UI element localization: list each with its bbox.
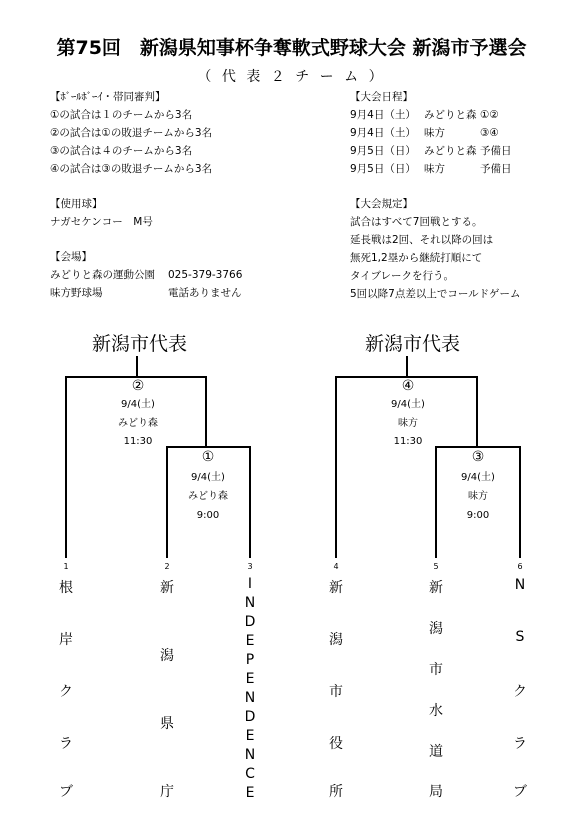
match-date: 9/4(土)	[121, 399, 155, 410]
schedule-place: 味方	[424, 127, 445, 139]
ballboy-line: ①の試合は１のチームから3名	[50, 109, 193, 121]
match-number: ②	[118, 378, 158, 394]
team-name-char: 役	[329, 736, 343, 752]
match-number: ①	[188, 449, 228, 465]
team-name-char: I	[247, 576, 253, 592]
match-time: 9:00	[466, 510, 490, 521]
team-name-char: 岸	[59, 632, 73, 648]
ball-heading: 【使用球】	[50, 198, 103, 210]
rules-line: 試合はすべて7回戦とする。	[350, 216, 483, 228]
match-date: 9/4(土)	[391, 399, 425, 410]
schedule-heading: 【大会日程】	[350, 91, 413, 103]
schedule-match: 予備日	[480, 145, 512, 157]
match-date: 9/4(土)	[461, 472, 495, 483]
ballboy-line: ②の試合は①の敗退チームから3名	[50, 127, 213, 139]
seed-number: 5	[433, 562, 439, 571]
schedule-place: みどりと森	[424, 145, 477, 157]
team-name-char: 潟	[329, 632, 343, 648]
match-time: 11:30	[123, 436, 153, 447]
team-name-char: 新	[429, 580, 443, 596]
schedule-match: ③④	[480, 127, 499, 139]
team-name-char: ラ	[513, 736, 527, 752]
schedule-place: みどりと森	[424, 109, 477, 121]
team-name-char: N	[244, 595, 256, 611]
bracket-line	[406, 356, 408, 377]
team-name-char: ブ	[513, 784, 527, 800]
team-name-char: E	[245, 671, 255, 687]
team-name-char: 道	[429, 744, 443, 760]
seed-number: 1	[63, 562, 69, 571]
schedule-match: 予備日	[480, 163, 512, 175]
ball-line: ナガセケンコー M号	[50, 216, 153, 228]
team-name-char: 市	[429, 662, 443, 678]
team-name-char: N	[244, 690, 256, 706]
team-name-char: 新	[160, 580, 174, 596]
rules-line: 延長戦は2回、それ以降の回は	[350, 234, 494, 246]
team-name-char: 根	[59, 580, 73, 596]
seed-number: 3	[247, 562, 253, 571]
bracket-line	[435, 446, 437, 558]
team-name-char: N	[244, 747, 256, 763]
venue-heading: 【会場】	[50, 251, 92, 263]
team-name-char: 市	[329, 684, 343, 700]
match-place: 味方	[398, 418, 418, 429]
bracket-line	[65, 376, 67, 558]
rules-line: 無死1,2塁から継続打順にて	[350, 252, 483, 264]
rules-line: 5回以降7点差以上でコールドゲーム	[350, 288, 521, 300]
team-name-char: S	[515, 629, 525, 645]
team-name-char: N	[514, 577, 526, 593]
team-name-char: E	[245, 728, 255, 744]
team-name-char: 局	[429, 784, 443, 800]
seed-number: 6	[517, 562, 523, 571]
page-subtitle: （ 代 表 ２ チ ー ム ）	[197, 69, 386, 85]
match-time: 9:00	[196, 510, 220, 521]
match-date: 9/4(土)	[191, 472, 225, 483]
team-name-char: 新	[329, 580, 343, 596]
team-name-char: P	[245, 652, 255, 668]
match-place: 味方	[468, 491, 488, 502]
bracket-line	[166, 446, 250, 448]
right-bracket-label: 新潟市代表	[365, 333, 461, 355]
venue-phone: 電話ありません	[168, 287, 242, 299]
bracket-line	[519, 446, 521, 558]
page-title: 第75回 新潟県知事杯争奪軟式野球大会 新潟市予選会	[56, 37, 527, 59]
bracket-line	[335, 376, 337, 558]
venue-phone: 025-379-3766	[168, 269, 243, 281]
schedule-place: 味方	[424, 163, 445, 175]
schedule-date: 9月4日（土）	[350, 127, 416, 139]
rules-line: タイブレークを行う。	[350, 270, 455, 282]
venue-name: みどりと森の運動公園	[50, 269, 155, 281]
team-name-char: C	[245, 766, 255, 782]
rules-heading: 【大会規定】	[350, 198, 413, 210]
seed-number: 2	[164, 562, 170, 571]
bracket-line	[205, 376, 207, 446]
team-name-char: ブ	[59, 784, 73, 800]
bracket-line	[166, 446, 168, 558]
team-name-char: D	[244, 709, 256, 725]
team-name-char: ラ	[59, 736, 73, 752]
match-place: みどり森	[188, 491, 228, 502]
match-number: ③	[458, 449, 498, 465]
schedule-match: ①②	[480, 109, 499, 121]
team-name-char: 潟	[160, 648, 174, 664]
bracket-line	[249, 446, 251, 558]
bracket-line	[136, 356, 138, 377]
left-bracket-label: 新潟市代表	[92, 333, 188, 355]
team-name-char: 所	[329, 784, 343, 800]
bracket-line	[476, 376, 478, 446]
venue-name: 味方野球場	[50, 287, 103, 299]
team-name-char: 潟	[429, 621, 443, 637]
schedule-date: 9月5日（日）	[350, 163, 416, 175]
match-time: 11:30	[393, 436, 423, 447]
seed-number: 4	[333, 562, 339, 571]
team-name-char: ク	[59, 684, 73, 700]
match-number: ④	[388, 378, 428, 394]
ballboy-heading: 【ﾎﾞｰﾙﾎﾞｰｲ・帯同審判】	[50, 91, 166, 103]
team-name-char: 庁	[160, 784, 174, 800]
team-name-char: E	[245, 633, 255, 649]
schedule-date: 9月5日（日）	[350, 145, 416, 157]
team-name-char: D	[244, 614, 256, 630]
team-name-char: ク	[513, 684, 527, 700]
schedule-date: 9月4日（土）	[350, 109, 416, 121]
team-name-char: 水	[429, 703, 443, 719]
ballboy-line: ③の試合は４のチームから3名	[50, 145, 193, 157]
ballboy-line: ④の試合は③の敗退チームから3名	[50, 163, 213, 175]
match-place: みどり森	[118, 418, 158, 429]
team-name-char: 県	[160, 716, 174, 732]
team-name-char: E	[245, 785, 255, 801]
